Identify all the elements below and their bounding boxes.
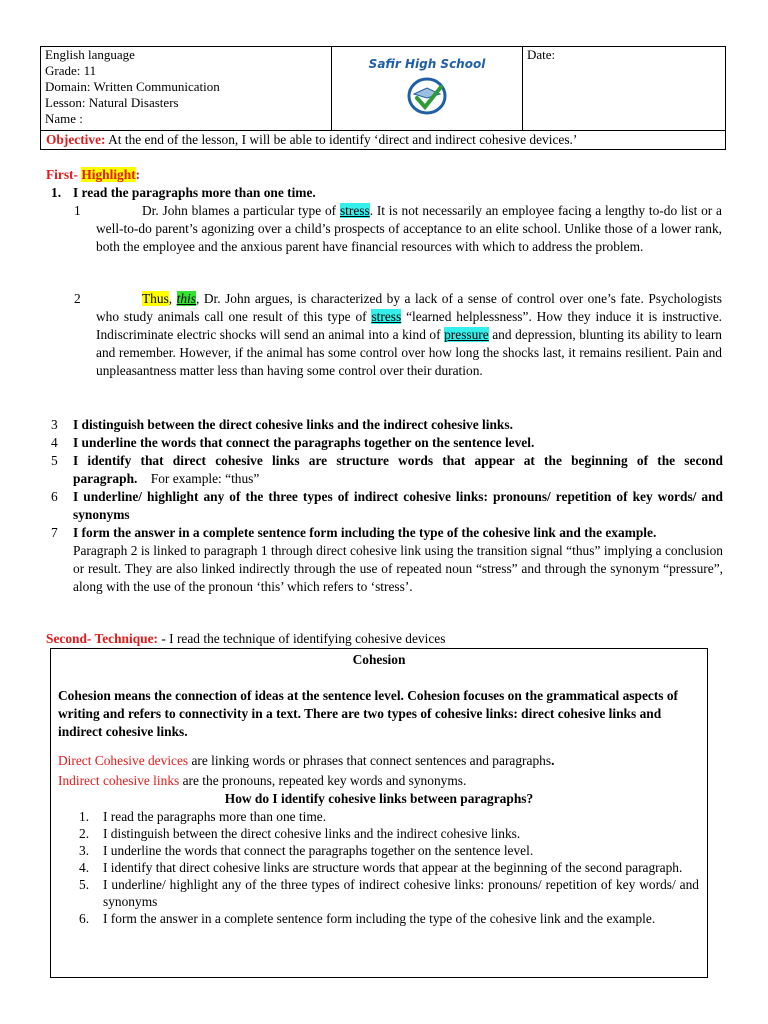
indirect-def — [58, 772, 699, 790]
step-text: I read the paragraphs more than one time. — [73, 185, 316, 200]
item-number: 3. — [79, 843, 90, 858]
technique-item — [79, 825, 699, 842]
step-7 — [51, 524, 723, 542]
p2-pressure-highlight: pressure — [444, 327, 489, 342]
technique-question: How do I identify cohesive links between paragraphs? — [224, 791, 534, 806]
header-table — [40, 46, 726, 150]
step-text: I identify that direct cohesive links are structure words that appear at the beginning of the second paragraph. — [73, 453, 723, 486]
school-logo-icon — [405, 74, 449, 116]
step-number: 6 — [51, 489, 58, 504]
second-heading-label: Second- Technique: — [46, 631, 158, 646]
p2-thus-highlight: Thus — [142, 291, 169, 306]
step-5 — [51, 452, 723, 488]
p1-text-b: . It is not necessarily an employee facing a lengthy to-do list or a well-to-do parent’s agonizing over a child’s prospects of acceptance to an elite school. Unlike those of a lower rank, both the employee and the anxious parent have financial resources with which to address the problem. — [96, 203, 722, 254]
item-text: I underline the words that connect the paragraphs together on the sentence level. — [103, 843, 534, 858]
item-number: 6. — [79, 911, 90, 926]
technique-item — [79, 859, 699, 876]
item-number: 4. — [79, 860, 90, 875]
cohesion-definition: Cohesion means the connection of ideas at the sentence level. Cohesion focuses on the grammatical aspects of writing and refers to connectivity in a text. There are two types of cohesive links: direct cohesive links and indirect cohesive links. — [58, 688, 678, 739]
name-field: Name : — [45, 111, 83, 126]
technique-list — [79, 808, 699, 927]
first-heading-label: First- — [46, 167, 82, 182]
step-number: 3 — [51, 417, 58, 432]
p2-text-b: “learned helplessness”. How they induce it is instructive. Indiscriminate electric shocks will send an animal into a kind of — [96, 309, 722, 342]
paragraph-2-number: 2 — [74, 291, 81, 306]
paragraph-1-number: 1 — [74, 203, 81, 218]
domain-text: Domain: Written Communication — [45, 79, 220, 94]
subject-text: English language — [45, 47, 135, 62]
paragraph-1 — [96, 202, 722, 256]
step-text: I form the answer in a complete sentence form including the type of the cohesive link and the example. — [73, 525, 657, 540]
p1-stress-highlight: stress — [339, 203, 370, 218]
lesson-info-cell — [41, 47, 332, 131]
item-text: I underline/ highlight any of the three types of indirect cohesive links: pronouns/ repetition of key words/ and synonyms — [103, 877, 699, 909]
item-number: 2. — [79, 826, 90, 841]
direct-label: Direct Cohesive devices — [58, 753, 189, 768]
technique-item — [79, 842, 699, 859]
first-heading — [46, 166, 140, 184]
direct-def — [58, 752, 699, 770]
p2-text-a: , Dr. John argues, is characterized by a lack of a sense of control over one’s fate. Psychologists who study animals call one result of this type of — [96, 291, 722, 324]
step-number: 5 — [51, 453, 58, 468]
second-heading — [46, 630, 445, 648]
indirect-text: are the pronouns, repeated key words and synonyms. — [179, 773, 467, 788]
item-text: I identify that direct cohesive links are structure words that appear at the beginning of the second paragraph. — [103, 860, 683, 875]
step-example: For example: “thus” — [150, 471, 260, 486]
item-text: I read the paragraphs more than one time. — [103, 809, 327, 824]
step-number: 4 — [51, 435, 58, 450]
direct-text: are linking words or phrases that connect sentences and paragraphs — [188, 753, 552, 768]
p2-comma: , — [168, 291, 177, 306]
date-label: Date: — [527, 47, 556, 62]
grade-text: Grade: 11 — [45, 63, 97, 78]
p2-this-highlight: this — [176, 291, 196, 306]
step-number: 7 — [51, 525, 58, 540]
item-text: I distinguish between the direct cohesive links and the indirect cohesive links. — [103, 826, 521, 841]
step-1 — [51, 184, 316, 202]
step-text: I underline/ highlight any of the three types of indirect cohesive links: pronouns/ repetition of key words/ and synonyms — [73, 489, 723, 522]
step-text: I underline the words that connect the paragraphs together on the sentence level. — [73, 435, 535, 450]
item-number: 1. — [79, 809, 90, 824]
p2-text-c: and depression, blunting its ability to learn and remember. However, if the animal has some control over how long the shocks last, it remains resilient. Pain and unpleasantness matter less than having some control over their duration. — [96, 327, 722, 378]
steps-list — [51, 416, 723, 596]
step-number: 1. — [51, 185, 62, 200]
technique-item — [79, 910, 699, 927]
lesson-text: Lesson: Natural Disasters — [45, 95, 179, 110]
paragraph-2 — [96, 290, 722, 380]
p2-stress-highlight: stress — [371, 309, 402, 324]
item-text: I form the answer in a complete sentence form including the type of the cohesive link and the example. — [103, 911, 656, 926]
date-cell — [523, 47, 726, 131]
school-name: Safir High School — [368, 57, 486, 71]
cohesion-box — [50, 648, 708, 978]
step-5-body — [73, 452, 723, 488]
box-title: Cohesion — [352, 652, 406, 667]
objective-row — [41, 131, 726, 150]
first-heading-colon: : — [135, 167, 141, 182]
item-number: 5. — [79, 877, 90, 892]
objective-text: At the end of the lesson, I will be able to identify ‘direct and indirect cohesive devices.’ — [105, 132, 578, 147]
model-answer: Paragraph 2 is linked to paragraph 1 through direct cohesive link using the transition signal “thus” implying a conclusion or result. They are also linked indirectly through the use of repeated noun “stress” and through the synonym “pressure”, along with the use of the pronoun ‘this’ which refers to ‘stress’. — [73, 543, 723, 594]
step-text: I distinguish between the direct cohesive links and the indirect cohesive links. — [73, 417, 513, 432]
objective-label: Objective: — [46, 132, 106, 147]
school-logo-cell — [332, 47, 523, 131]
step-4 — [51, 434, 723, 452]
technique-item — [79, 876, 699, 910]
p1-text-a: Dr. John blames a particular type of — [142, 203, 340, 218]
direct-end: . — [551, 753, 555, 768]
second-intro: - I read the technique of identifying cohesive devices — [158, 631, 446, 646]
highlight-word: Highlight — [81, 167, 136, 182]
step-3 — [51, 416, 723, 434]
indirect-label: Indirect cohesive links — [58, 773, 180, 788]
technique-item — [79, 808, 699, 825]
step-6 — [51, 488, 723, 524]
